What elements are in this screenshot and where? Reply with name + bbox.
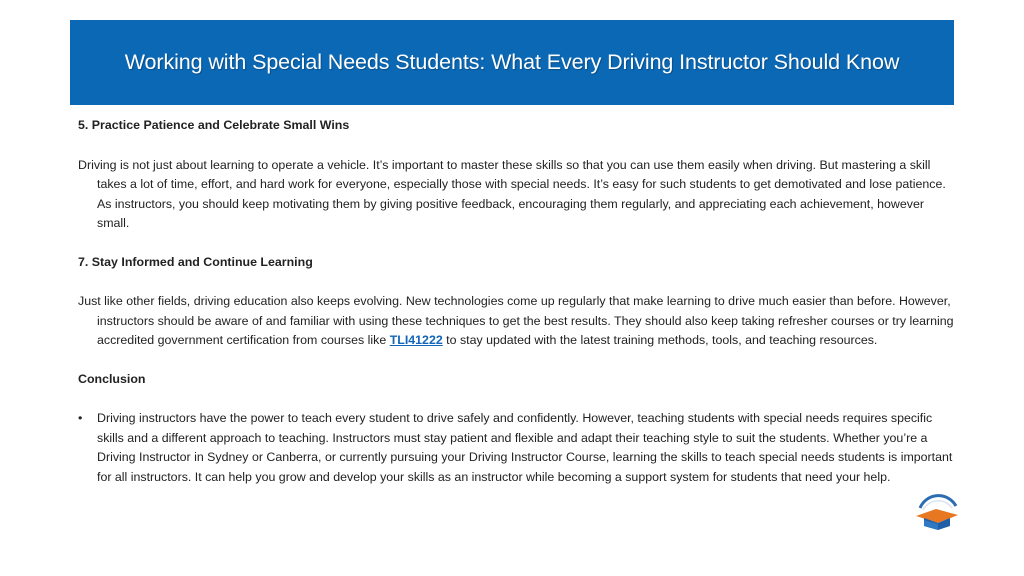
section-body-informed	[78, 292, 958, 351]
title-banner	[70, 20, 954, 105]
conclusion-bullet-text: Driving instructors have the power to teach every student to drive safely and confidently. However, teaching students with special needs requires specific skills and a different approach to teaching. Instructors must stay patient and flexible and adapt their teaching style to suit the students. Whether you’re a Driving Instructor in Sydney or Canberra, or currently pursuing your Driving Instructor Course, learning the skills to teach special needs students is important for all instructors. It can help you grow and develop your skills as an instructor while becoming a support system for students that need your help.	[97, 411, 953, 484]
conclusion-bullet-item	[78, 409, 958, 487]
section-heading-conclusion: Conclusion	[78, 371, 146, 386]
section-heading-patience: 5. Practice Patience and Celebrate Small Wins	[78, 118, 350, 132]
section-body-informed-after: to stay updated with the latest training methods, tools, and teaching resources.	[442, 333, 878, 347]
page-title: Working with Special Needs Students: What Every Driving Instructor Should Know	[124, 50, 900, 74]
graduation-cap-logo-icon	[914, 494, 962, 530]
slide-content	[78, 116, 958, 487]
tli41222-link[interactable]: TLI41222	[389, 333, 443, 347]
bullet-marker: •	[78, 411, 83, 425]
section-heading-informed-text: 7. Stay Informed and Continue Learning	[78, 254, 313, 269]
section-body-informed-before: Just like other fields, driving education also keeps evolving. New technologies come up regularly that make learning to drive much easier than before. However, instructors should be aware of and familiar with using these techniques to get the best results. They should also keep taking refresher courses or try learning accredited government certification from courses like	[78, 294, 954, 347]
section-heading-informed	[78, 253, 958, 273]
section-body-patience: Driving is not just about learning to operate a vehicle. It’s important to master these skills so that you can use them easily when driving. But mastering a skill takes a lot of time, effort, and hard work for everyone, especially those with special needs. It’s easy for such students to get demotivated and lose patience. As instructors, you should keep motivating them by giving positive feedback, encouraging them regularly, and appreciating each achievement, however small.	[78, 157, 946, 230]
